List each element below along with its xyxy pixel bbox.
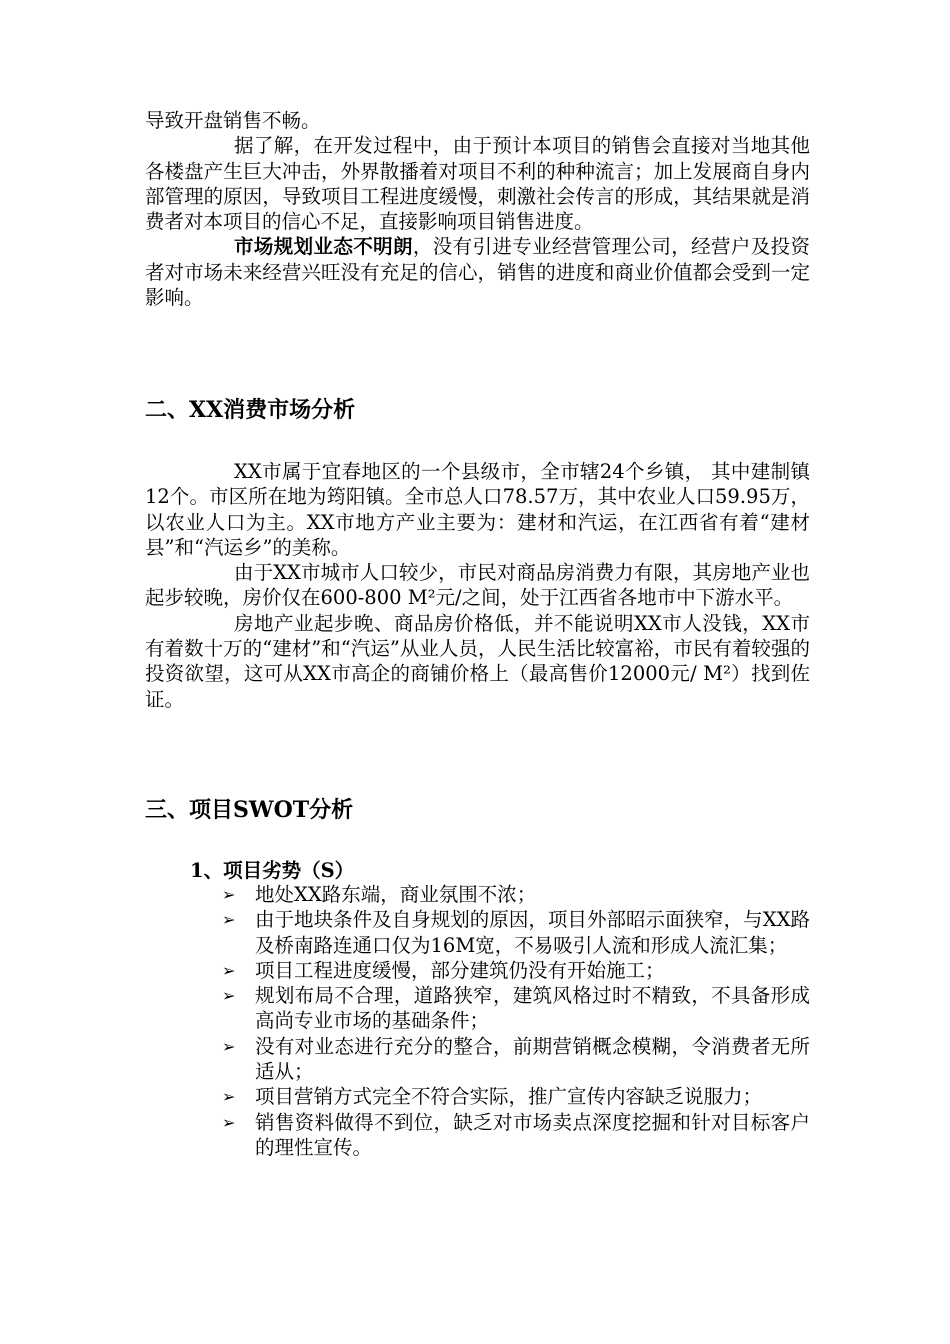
list-item-text: 地处XX路东端，商业氛围不浓；: [255, 883, 537, 906]
arrow-bullet-icon: ➢: [222, 910, 236, 930]
intro-block: [145, 108, 810, 310]
list-item: [222, 958, 810, 983]
section2-paragraph-3: 房地产业起步晚、商品房价格低，并不能说明XX市人没钱，XX市有着数十万的“建材”和“汽运”从业人员，人民生活比较富裕，市民有着较强的投资欲望，这可从XX市高企的商铺价格上（最高售价12000元/ M²）找到佐证。: [145, 611, 810, 711]
list-item: [222, 882, 810, 907]
list-item: [222, 1084, 810, 1109]
arrow-bullet-icon: ➢: [222, 885, 236, 904]
section2-body: [145, 459, 810, 712]
list-item-text: 由于地块条件及自身规划的原因，项目外部昭示面狭窄，与XX路及桥南路连通口仅为16M宽，不易吸引人流和形成人流汇集；: [255, 908, 810, 957]
section2-paragraph-1: XX市属于宜春地区的一个县级市，全市辖24个乡镇， 其中建制镇12个。市区所在地为筠阳镇。全市总人口78.57万，其中农业人口59.95万，以农业人口为主。XX市地方产业主要为：建材和汽运，在江西省有着“建材县”和“汽运乡”的美称。: [145, 460, 810, 559]
list-item: [222, 907, 810, 958]
intro-planning-paragraph: [145, 234, 810, 310]
arrow-bullet-icon: ➢: [222, 1112, 236, 1132]
section3-heading: 三、项目SWOT分析: [145, 797, 354, 823]
section2-heading: 二、XX消费市场分析: [145, 397, 356, 423]
arrow-bullet-icon: ➢: [222, 960, 236, 980]
arrow-bullet-icon: ➢: [222, 1087, 236, 1107]
arrow-bullet-icon: ➢: [222, 1036, 236, 1056]
list-item: [222, 983, 810, 1034]
list-item-text: 项目工程进度缓慢，部分建筑仍没有开始施工；: [255, 958, 665, 982]
list-item: [222, 1110, 810, 1161]
list-item-text: 规划布局不合理，道路狭窄，建筑风格过时不精致，不具备形成高尚专业市场的基础条件；: [255, 984, 810, 1033]
list-item: [222, 1034, 810, 1085]
arrow-bullet-icon: ➢: [222, 986, 236, 1006]
list-item-text: 项目营销方式完全不符合实际，推广宣传内容缺乏说服力；: [255, 1085, 763, 1109]
weakness-list: [222, 882, 810, 1160]
section2-paragraph-2: 由于XX市城市人口较少，市民对商品房消费力有限，其房地产业也起步较晚，房价仅在600-800 M²元/之间，处于江西省各地市中下游水平。: [145, 561, 810, 610]
planning-rest: ，没有引进专业经营管理公司，经营户及投资者对市场未来经营兴旺没有充足的信心，销售的进度和商业价值都会受到一定影响。: [145, 235, 810, 310]
planning-emphasis: 市场规划业态不明朗: [234, 235, 413, 259]
list-item-text: 销售资料做得不到位，缺乏对市场卖点深度挖掘和针对目标客户的理性宣传。: [255, 1110, 810, 1159]
swot-weakness-subheading: 1、项目劣势（S）: [190, 859, 355, 882]
intro-continuation-line: 导致开盘销售不畅。: [145, 109, 321, 132]
intro-rumor-paragraph: 据了解，在开发过程中，由于预计本项目的销售会直接对当地其他各楼盘产生巨大冲击，外界散播着对项目不利的种种流言；加上发展商自身内部管理的原因，导致项目工程进度缓慢，刺激社会传言的形成，其结果就是消费者对本项目的信心不足，直接影响项目销售进度。: [145, 134, 810, 234]
list-item-text: 没有对业态进行充分的整合，前期营销概念模糊，令消费者无所适从；: [255, 1034, 810, 1084]
